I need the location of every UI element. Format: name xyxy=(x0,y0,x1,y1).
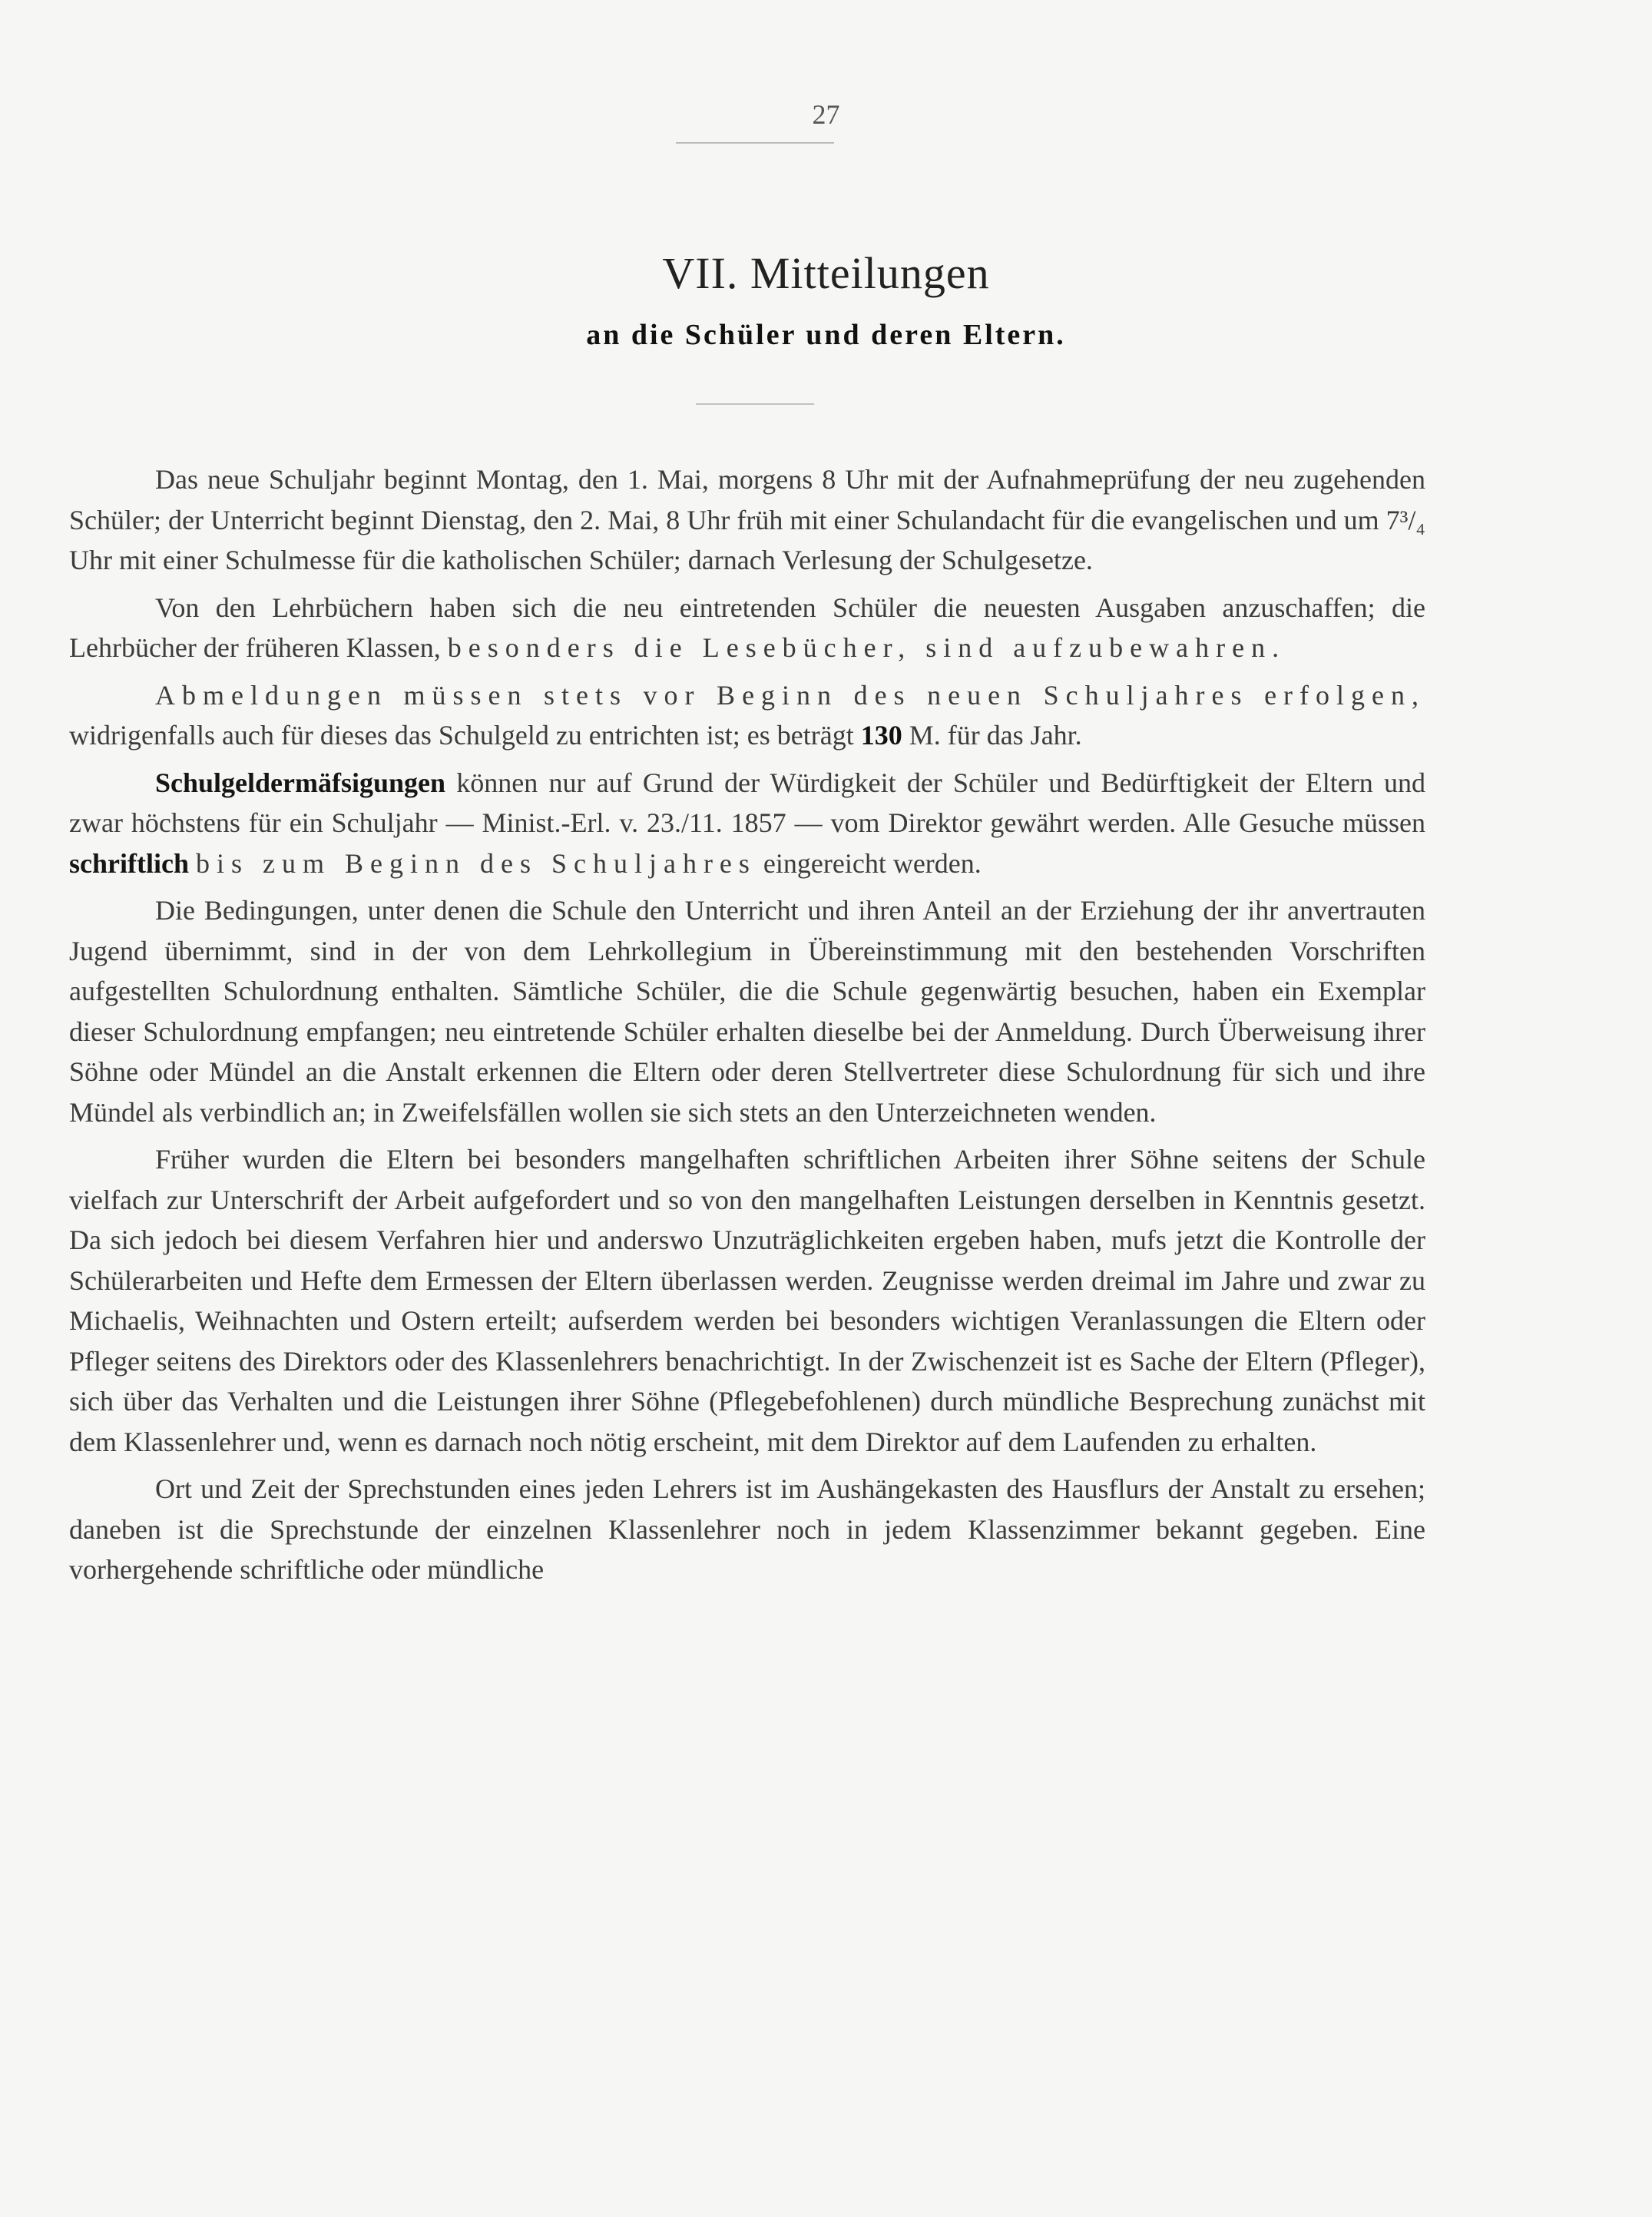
paragraph-text: können nur auf Grund der Würdigkeit der Schüler und Bedürftigkeit der Eltern und zwar höchstens für ein Schuljahr — Minist.-Erl. v. 23./11. 1857 — vom Direktor gewährt werden. Alle Gesuche müssen xyxy=(69,767,1425,838)
paragraph-spaced-text: besonders die Lesebücher, sind aufzubewahren. xyxy=(447,632,1286,663)
paragraph-deregistration xyxy=(69,675,1425,756)
title-divider xyxy=(696,403,814,405)
paragraph-text: M. für das Jahr. xyxy=(909,720,1082,751)
page-number: 27 xyxy=(812,99,840,130)
paragraph-textbooks xyxy=(69,588,1425,668)
paragraph-text: eingereicht werden. xyxy=(763,847,982,879)
page-number-rule xyxy=(676,142,834,144)
paragraph-text: Die Bedingungen, unter denen die Schule den Unterricht und ihren Anteil an der Erziehung der ihr anvertrauten Jugend übernimmt, sind in der von dem Lehrkollegium in Übereinstimmung mit den bestehenden Vorschriften aufgestellten Schulordnung enthalten. Sämtliche Schüler, die die Schule gegenwärtig besuchen, haben ein Exemplar dieser Schulordnung empfangen; neu eintretende Schüler erhalten dieselbe bei der Anmeldung. Durch Überweisung ihrer Söhne oder Mündel an die Anstalt erkennen die Eltern oder deren Stellvertreter diese Schulordnung für sich und ihre Mündel als verbindlich an; in Zweifelsfällen wollen sie sich stets an den Unterzeichneten wenden. xyxy=(69,895,1425,1128)
paragraph-spaced-text: Abmeldungen müssen stets vor Beginn des neuen Schuljahres erfolgen, xyxy=(155,679,1425,711)
paragraph-school-year-start xyxy=(69,459,1425,581)
paragraph-text: Früher wurden die Eltern bei besonders mangelhaften schriftlichen Arbeiten ihrer Söhne seitens der Schule vielfach zur Unterschrift der Arbeit aufgefordert und so von den mangelhaften Leistungen derselben in Kenntnis gesetzt. Da sich jedoch bei diesem Verfahren hier und anderswo Unzuträglichkeiten ergeben haben, mufs jetzt die Kontrolle der Schülerarbeiten und Hefte dem Ermessen der Eltern überlassen werden. Zeugnisse werden dreimal im Jahre und zwar zu Michaelis, Weihnachten und Ostern erteilt; aufserdem werden bei besonders wichtigen Veranlassungen die Eltern oder Pfleger seitens des Direktors oder des Klassenlehrers benachrichtigt. In der Zwischenzeit ist es Sache der Eltern (Pfleger), sich über das Verhalten und die Leistungen ihrer Söhne (Pflegebefohlenen) durch mündliche Besprechung zunächst mit dem Klassenlehrer und, wenn es darnach noch nötig erscheint, mit dem Direktor auf dem Laufenden zu erhalten. xyxy=(69,1144,1425,1457)
section-title: VII. Mitteilungen xyxy=(662,248,990,298)
paragraph-text: Ort und Zeit der Sprechstunden eines jeden Lehrers ist im Aushängekasten des Hausflurs der Anstalt zu ersehen; daneben ist die Sprechstunde der einzelnen Klassenlehrer noch in jedem Klassenzimmer bekannt gegeben. Eine vorhergehende schriftliche oder mündliche xyxy=(69,1473,1425,1585)
paragraph-fee-reductions xyxy=(69,763,1425,884)
school-fee-amount: 130 xyxy=(860,720,902,751)
paragraph-text: Von den Lehrbüchern haben sich die neu eintretenden Schüler die neuesten Ausgaben anzuschaffen; die Lehrbücher der früheren Klassen, xyxy=(69,592,1425,663)
paragraph-school-rules xyxy=(69,890,1425,1132)
paragraph-text: Das neue Schuljahr beginnt Montag, den 1. Mai, morgens 8 Uhr mit der Aufnahmeprüfung der neu zugehenden Schüler; der Unterricht beginnt Dienstag, den 2. Mai, 8 Uhr früh mit einer Schulandacht für die evangelischen und um 7³/₄ Uhr mit einer Schulmesse für die katholischen Schüler; darnach Verlesung der Schulgesetze. xyxy=(69,464,1425,575)
section-subtitle: an die Schüler und deren Eltern. xyxy=(586,319,1066,351)
paragraph-office-hours xyxy=(69,1469,1425,1590)
paragraph-parent-notification xyxy=(69,1139,1425,1462)
paragraph-spaced-text: bis zum Beginn des Schuljahres xyxy=(195,847,756,879)
body-text xyxy=(69,459,1425,1597)
paragraph-text: widrigenfalls auch für dieses das Schulgeld zu entrichten ist; es beträgt xyxy=(69,720,854,751)
emphasis-written: schriftlich xyxy=(69,847,189,879)
fee-reduction-heading: Schulgeldermäfsigungen xyxy=(155,767,446,798)
